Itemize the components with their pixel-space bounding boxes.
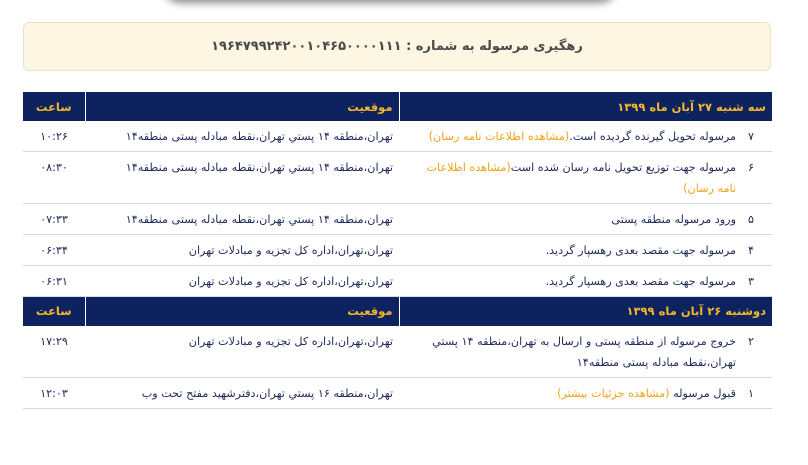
event-time: ۰۸:۳۰ [23,152,85,204]
tracking-banner [23,22,771,71]
event-time: ۰۶:۳۱ [23,266,85,297]
event-number: ۴ [747,244,754,257]
event-time: ۱۷:۲۹ [23,326,85,378]
event-row [23,326,772,378]
event-location: تهران،منطقه ۱۴ پستي تهران،نقطه مبادله پستی منطقه۱۴ [85,204,399,235]
event-number: ۲ [747,334,754,348]
event-time: ۱۲:۰۳ [23,377,85,408]
location-header: موقعیت [85,92,399,121]
view-postman-info-link[interactable]: (مشاهده اطلاعات نامه رسان) [428,130,570,143]
event-row [23,266,772,297]
event-desc-cell [399,377,772,408]
tracking-label: رهگیری مرسوله به شماره : [406,39,583,54]
event-desc-text: قبول مرسوله [673,386,736,400]
day-date-header: دوشنبه ۲۶ آبان ماه ۱۳۹۹ [399,297,772,326]
event-row [23,152,772,204]
event-desc-cell [399,235,772,266]
tracking-table [23,92,772,409]
location-header: موقعیت [85,297,399,326]
event-location: تهران،تهران،اداره کل تجزیه و مبادلات تهران [85,326,399,378]
event-desc: ورود مرسوله منطقه پستی [611,213,736,226]
event-location: تهران،تهران،اداره کل تجزیه و مبادلات تهران [85,235,399,266]
day-header [23,92,772,121]
event-number: ۱ [747,386,754,400]
event-location: تهران،منطقه ۱۴ پستي تهران،نقطه مبادله پستی منطقه۱۴ [85,121,399,152]
event-time: ۱۰:۲۶ [23,121,85,152]
event-desc-text: مرسوله تحویل گیرنده گردیده است. [569,130,736,143]
day-header [23,297,772,326]
event-desc-cell [399,204,772,235]
event-row [23,377,772,408]
event-number: ۵ [747,213,754,226]
event-desc: مرسوله جهت مقصد بعدی رهسپار گردید. [545,244,736,257]
view-postman-info-link[interactable]: (مشاهده اطلاعات نامه رسان) [426,161,736,195]
event-time: ۰۷:۳۳ [23,204,85,235]
event-row [23,121,772,152]
event-location: تهران،منطقه ۱۶ پستي تهران،دفترشهيد مفتح تحت وب [85,377,399,408]
event-desc-cell [399,326,772,378]
event-number: ۳ [747,275,754,288]
view-more-details-link[interactable]: (مشاهده جزئیات بیشتر) [557,386,670,400]
event-row [23,235,772,266]
event-number: ۶ [747,161,754,174]
tracking-number: ۱۹۶۴۷۹۹۲۴۲۰۰۱۰۴۶۵۰۰۰۰۱۱۱ [211,39,402,54]
event-number: ۷ [747,130,754,143]
time-header: ساعت [23,92,85,121]
time-header: ساعت [23,297,85,326]
event-desc: مرسوله جهت مقصد بعدی رهسپار گردید. [545,275,736,288]
event-desc [429,126,736,147]
tracking-title [211,39,583,54]
event-row [23,204,772,235]
event-desc-cell [399,121,772,152]
day-date-header: سه شنبه ۲۷ آبان ماه ۱۳۹۹ [399,92,772,121]
event-desc: خروج مرسوله از منطقه پستی و ارسال به تهران،منطقه ۱۴ پستي تهران،نقطه مبادله پستی منطقه۱۴ [432,334,736,369]
event-desc-cell [399,152,772,204]
event-time: ۰۶:۳۴ [23,235,85,266]
event-desc-text: مرسوله جهت توزیع تحویل نامه رسان شده است [510,161,736,174]
event-desc [557,383,736,404]
event-location: تهران،تهران،اداره کل تجزیه و مبادلات تهران [85,266,399,297]
event-location: تهران،منطقه ۱۴ پستي تهران،نقطه مبادله پستی منطقه۱۴ [85,152,399,204]
event-desc-cell [399,266,772,297]
event-desc [405,157,736,199]
